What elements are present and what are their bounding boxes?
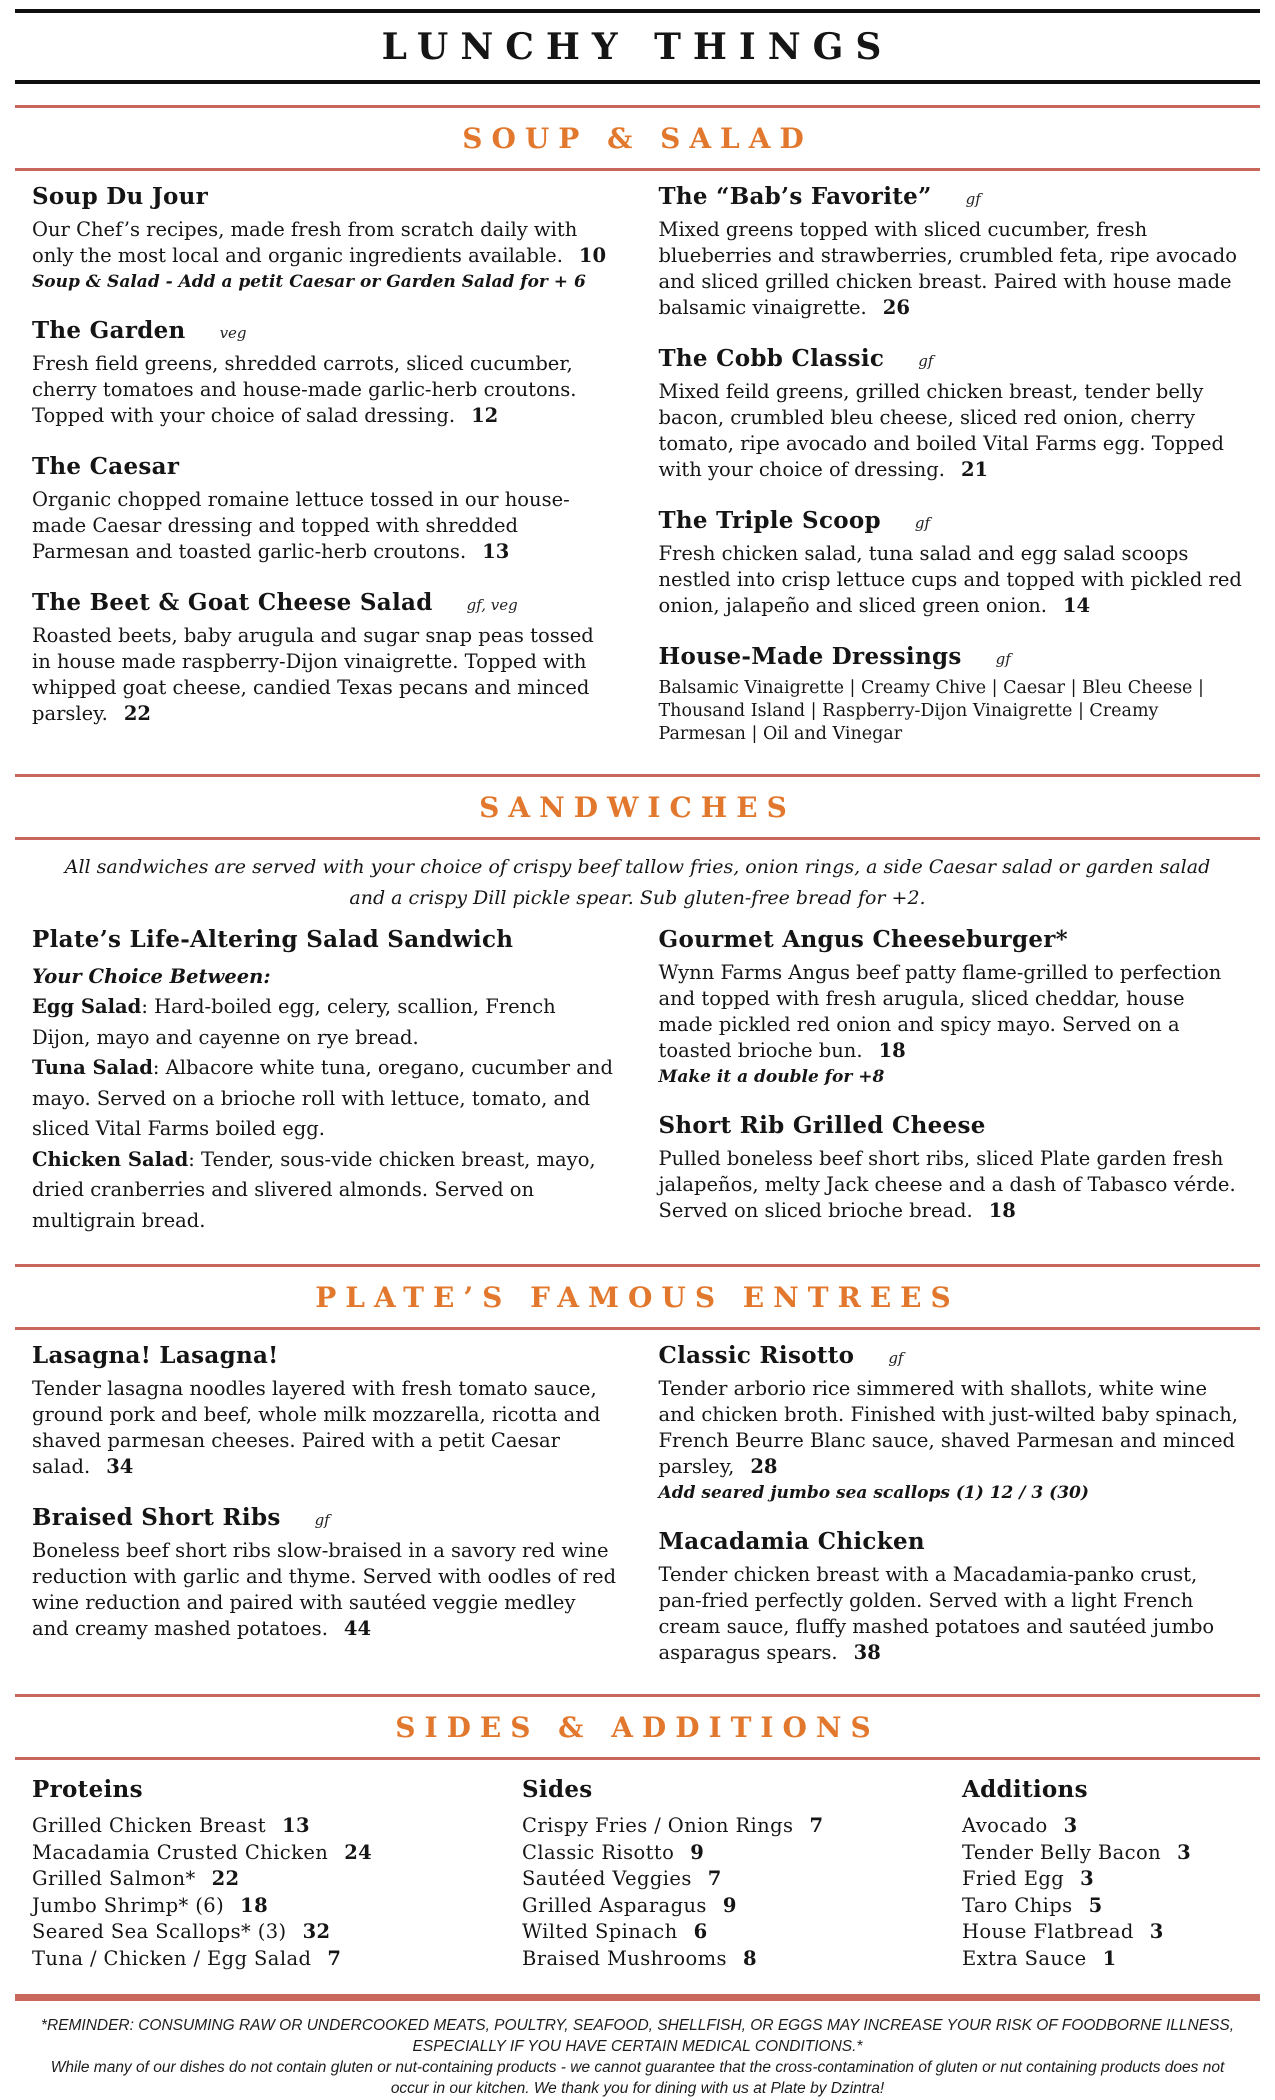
item-desc-text: Pulled boneless beef short ribs, sliced Plate garden fresh jalapeños, melty Jack cheese and a dash of Tabasco vérde. Served on sliced brioche bread. xyxy=(658,1147,1236,1222)
list-item xyxy=(962,1893,1243,1920)
item-name: The Triple Scoop xyxy=(658,507,881,534)
column-heading-sides: Sides xyxy=(522,1776,593,1803)
list-item xyxy=(962,1813,1243,1840)
menu-item-macadamia-chicken xyxy=(659,1528,1244,1666)
price: 22 xyxy=(123,702,151,725)
item-description xyxy=(659,541,1244,619)
menu-item-babs-favorite xyxy=(659,183,1244,321)
price: 13 xyxy=(482,540,510,563)
footer-disclaimer: *REMINDER: CONSUMING RAW OR UNDERCOOKED MEATS, POULTRY, SEAFOOD, SHELLFISH, OR EGGS MAY INCREASE YOUR RISK OF FOODBORNE ILLNESS, ESPECIALLY IF YOU HAVE CERTAIN MEDICAL CONDITIONS.* xyxy=(40,2017,1235,2055)
item-description xyxy=(659,379,1244,483)
section-rule xyxy=(15,1694,1260,1697)
sandwiches-right-column xyxy=(659,926,1244,1260)
list-item xyxy=(962,1840,1243,1867)
list-item xyxy=(962,1946,1243,1973)
item-note: Make it a double for +8 xyxy=(658,1067,885,1087)
item-name: Gourmet Angus Cheeseburger* xyxy=(658,926,1069,953)
menu-item-angus-cheeseburger xyxy=(659,926,1244,1088)
price: 26 xyxy=(882,296,910,319)
section-entrees xyxy=(0,1264,1275,1694)
item-desc-text: Mixed feild greens, grilled chicken breast, tender belly bacon, crumbled bleu cheese, sliced red onion, cherry tomato, ripe avocado and boiled Vital Farms egg. Topped with your choice of dressing. xyxy=(658,380,1224,481)
page-title: LUNCHY THINGS xyxy=(381,26,894,68)
sandwiches-columns xyxy=(0,914,1275,1264)
list-item xyxy=(522,1866,962,1893)
section-sides-additions xyxy=(0,1694,1275,1978)
item-description xyxy=(659,1562,1244,1666)
price: 14 xyxy=(1062,594,1091,617)
choice-name: Egg Salad xyxy=(32,995,142,1018)
item-head xyxy=(32,589,617,616)
price: 24 xyxy=(344,1840,373,1864)
item-name: Jumbo Shrimp* (6) xyxy=(32,1893,225,1917)
section-title-entrees: PLATE’S FAMOUS ENTREES xyxy=(315,1281,960,1314)
dietary-tag: gf xyxy=(914,514,931,532)
price: 28 xyxy=(750,1455,778,1478)
choice-name: Chicken Salad xyxy=(32,1147,189,1171)
item-name: Grilled Asparagus xyxy=(522,1893,707,1917)
item-name: Seared Sea Scallops* (3) xyxy=(32,1920,287,1943)
item-head xyxy=(659,1342,1244,1369)
column-heading-proteins: Proteins xyxy=(32,1776,143,1803)
menu-item-the-caesar xyxy=(32,453,617,565)
item-name: Extra Sauce xyxy=(962,1946,1087,1970)
item-description xyxy=(659,1146,1244,1224)
item-name: The “Bab’s Favorite” xyxy=(658,183,932,210)
dietary-tag: gf xyxy=(995,650,1011,668)
item-head xyxy=(32,1342,617,1369)
section-rule xyxy=(15,105,1260,108)
choice-name: Tuna Salad xyxy=(32,1056,153,1079)
item-description xyxy=(659,960,1244,1064)
price: 3 xyxy=(1149,1920,1164,1943)
item-note: Soup & Salad - Add a petit Caesar or Garden Salad for + 6 xyxy=(32,272,586,292)
choice-label: Your Choice Between: xyxy=(32,965,271,988)
price: 34 xyxy=(106,1455,134,1478)
item-description xyxy=(32,217,617,269)
section-sandwiches xyxy=(0,774,1275,1264)
soup-salad-left-column xyxy=(32,183,617,770)
menu-item-beet-goat-cheese-salad xyxy=(32,589,617,727)
item-name: Crispy Fries / Onion Rings xyxy=(522,1814,794,1837)
price: 9 xyxy=(690,1840,705,1864)
menu-item-soup-du-jour xyxy=(32,183,617,293)
menu-item-lasagna xyxy=(32,1342,617,1480)
item-name: House Flatbread xyxy=(962,1920,1134,1943)
dietary-tag: gf xyxy=(314,1511,330,1529)
item-name: Sautéed Veggies xyxy=(522,1867,692,1890)
list-item xyxy=(962,1919,1243,1946)
sandwiches-intro: All sandwiches are served with your choice of crispy beef tallow fries, onion rings, a side Caesar salad or garden salad and a crispy Dill pickle spear. Sub gluten-free bread for +2. xyxy=(64,856,1211,909)
list-item xyxy=(32,1946,522,1973)
choice-text: : Tender, sous-vide chicken breast, mayo, dried cranberries and slivered almonds. Served on multigrain bread. xyxy=(32,1147,596,1232)
item-head xyxy=(659,926,1244,953)
item-name: The Caesar xyxy=(32,453,180,480)
item-description xyxy=(32,623,617,727)
dietary-tag: veg xyxy=(219,324,247,342)
item-name: Tender Belly Bacon xyxy=(962,1840,1162,1864)
section-rule xyxy=(15,837,1260,840)
menu-item-triple-scoop xyxy=(659,507,1244,619)
item-desc-text: Roasted beets, baby arugula and sugar snap peas tossed in house made raspberry-Dijon vinaigrette. Topped with whipped goat cheese, candied Texas pecans and minced parsley. xyxy=(32,624,594,725)
sandwiches-left-column xyxy=(32,926,617,1260)
sides-additions-columns xyxy=(0,1760,1275,1978)
item-description xyxy=(659,1376,1244,1480)
item-name: Lasagna! Lasagna! xyxy=(32,1342,279,1369)
item-desc-text: Boneless beef short ribs slow-braised in a savory red wine reduction with garlic and thyme. Served with oodles of red wine reduction and paired with sautéed veggie medley and creamy mashed potatoes. xyxy=(32,1539,617,1640)
price: 18 xyxy=(240,1893,269,1917)
list-item xyxy=(32,1919,522,1946)
entrees-columns xyxy=(0,1330,1275,1694)
proteins-column xyxy=(32,1776,522,1972)
menu-item-braised-short-ribs xyxy=(32,1504,617,1642)
menu-item-short-rib-grilled-cheese xyxy=(659,1112,1244,1224)
section-rule xyxy=(15,774,1260,777)
footer-gluten-note: While many of our dishes do not contain gluten or nut-containing products - we cannot guarantee that the cross-contamination of gluten or nut containing products does not occur in our kitchen. We thank you for dining with us at Plate by Dzintra! xyxy=(50,2059,1225,2097)
item-desc-text: Mixed greens topped with sliced cucumber, fresh blueberries and strawberries, crumbled feta, ripe avocado and sliced grilled chicken breast. Paired with house made balsamic vinaigrette. xyxy=(658,218,1237,319)
menu-item-the-garden xyxy=(32,317,617,429)
item-description xyxy=(659,677,1244,746)
list-item xyxy=(32,1813,522,1840)
item-head xyxy=(32,1504,617,1531)
entrees-right-column xyxy=(659,1342,1244,1690)
price: 3 xyxy=(1177,1840,1192,1864)
item-description xyxy=(32,1538,617,1642)
section-title-sides-additions: SIDES & ADDITIONS xyxy=(395,1711,880,1744)
menu-item-classic-risotto xyxy=(659,1342,1244,1504)
item-description xyxy=(659,217,1244,321)
dietary-tag: gf xyxy=(918,352,934,370)
choice-egg-salad xyxy=(32,992,617,1053)
section-title-sandwiches: SANDWICHES xyxy=(479,791,796,824)
price: 6 xyxy=(693,1920,708,1943)
list-item xyxy=(962,1866,1243,1893)
price: 38 xyxy=(853,1641,881,1664)
list-item xyxy=(32,1840,522,1867)
item-head xyxy=(659,183,1244,210)
item-head xyxy=(659,1112,1244,1139)
list-item xyxy=(522,1919,962,1946)
dietary-tag: gf, veg xyxy=(466,596,518,614)
item-name: Avocado xyxy=(962,1814,1048,1837)
item-head xyxy=(659,507,1244,534)
item-desc-text: Tender chicken breast with a Macadamia-panko crust, pan-fried perfectly golden. Served with a light French cream sauce, fluffy mashed potatoes and sautéed jumbo asparagus spears. xyxy=(658,1563,1215,1664)
menu-item-cobb-classic xyxy=(659,345,1244,483)
item-note: Add seared jumbo sea scallops (1) 12 / 3 (30) xyxy=(658,1483,1089,1503)
item-name: Fried Egg xyxy=(962,1867,1065,1890)
item-name: Wilted Spinach xyxy=(522,1920,678,1943)
header-bottom-rule xyxy=(15,80,1260,84)
item-name: House-Made Dressings xyxy=(658,643,962,670)
item-name: Plate’s Life-Altering Salad Sandwich xyxy=(32,926,514,953)
column-heading-additions: Additions xyxy=(962,1776,1088,1803)
item-description xyxy=(32,487,617,565)
item-head xyxy=(32,183,617,210)
entrees-left-column xyxy=(32,1342,617,1690)
item-name: Classic Risotto xyxy=(658,1342,855,1369)
soup-salad-columns xyxy=(0,171,1275,774)
list-item xyxy=(32,1866,522,1893)
price: 1 xyxy=(1102,1946,1117,1970)
item-name: Macadamia Chicken xyxy=(658,1528,925,1555)
soup-salad-right-column xyxy=(659,183,1244,770)
item-desc-text: Balsamic Vinaigrette | Creamy Chive | Caesar | Bleu Cheese | Thousand Island | Raspberry-Dijon Vinaigrette | Creamy Parmesan | Oil and Vinegar xyxy=(658,678,1204,744)
item-description xyxy=(32,351,617,429)
menu-item-salad-sandwich xyxy=(32,926,617,1236)
section-title-soup-salad: SOUP & SALAD xyxy=(462,122,813,155)
price: 8 xyxy=(742,1946,757,1970)
price: 18 xyxy=(988,1199,1016,1222)
item-name: Tuna / Chicken / Egg Salad xyxy=(32,1946,312,1970)
item-desc-text: Organic chopped romaine lettuce tossed in our house-made Caesar dressing and topped with shredded Parmesan and toasted garlic-herb croutons. xyxy=(32,488,570,563)
list-item xyxy=(32,1893,522,1920)
price: 5 xyxy=(1088,1893,1103,1917)
price: 32 xyxy=(302,1920,331,1943)
price: 7 xyxy=(707,1867,722,1890)
item-head xyxy=(659,345,1244,372)
item-name: Soup Du Jour xyxy=(32,183,209,210)
item-desc-text: Our Chef’s recipes, made fresh from scratch daily with only the most local and organic ingredients available. xyxy=(32,218,578,267)
item-head xyxy=(659,1528,1244,1555)
item-name: Classic Risotto xyxy=(522,1840,675,1864)
choice-chicken-salad xyxy=(32,1145,617,1237)
price: 13 xyxy=(282,1814,310,1837)
list-item xyxy=(522,1813,962,1840)
price: 12 xyxy=(471,404,499,427)
price: 9 xyxy=(722,1893,737,1917)
price: 7 xyxy=(809,1814,824,1837)
price: 10 xyxy=(578,244,607,267)
item-name: Grilled Chicken Breast xyxy=(32,1814,267,1837)
price: 21 xyxy=(960,458,989,481)
choice-tuna-salad xyxy=(32,1053,617,1145)
item-name: Braised Short Ribs xyxy=(32,1504,281,1531)
item-name: The Garden xyxy=(32,317,186,344)
item-head xyxy=(32,926,617,953)
additions-column xyxy=(962,1776,1243,1972)
item-desc-text: Tender lasagna noodles layered with fresh tomato sauce, ground pork and beef, whole milk mozzarella, ricotta and shaved parmesan cheeses. Paired with a petit Caesar salad. xyxy=(32,1377,601,1478)
dietary-tag: gf xyxy=(965,190,981,208)
item-description xyxy=(32,1376,617,1480)
list-item xyxy=(522,1893,962,1920)
menu-item-house-made-dressings xyxy=(659,643,1244,746)
footer xyxy=(0,1994,1275,2099)
item-name: The Cobb Classic xyxy=(658,345,885,372)
item-name: Braised Mushrooms xyxy=(522,1946,727,1970)
dietary-tag: gf xyxy=(888,1349,904,1367)
price: 44 xyxy=(343,1617,372,1640)
item-head xyxy=(32,453,617,480)
price: 7 xyxy=(327,1946,342,1970)
choice-text: : Hard-boiled egg, celery, scallion, French Dijon, mayo and cayenne on rye bread. xyxy=(32,995,556,1049)
top-rule xyxy=(15,9,1260,13)
price: 3 xyxy=(1063,1814,1078,1837)
item-desc-text: Fresh field greens, shredded carrots, sliced cucumber, cherry tomatoes and house-made garlic-herb croutons. Topped with your choice of salad dressing. xyxy=(32,352,577,427)
item-name: Macadamia Crusted Chicken xyxy=(32,1840,329,1864)
item-name: The Beet & Goat Cheese Salad xyxy=(32,589,433,616)
item-desc-text: Fresh chicken salad, tuna salad and egg salad scoops nestled into crisp lettuce cups and topped with pickled red onion, jalapeño and sliced green onion. xyxy=(658,542,1242,617)
price: 22 xyxy=(211,1867,240,1890)
sides-column xyxy=(522,1776,962,1972)
price: 3 xyxy=(1080,1867,1095,1890)
list-item xyxy=(522,1840,962,1867)
footer-rule xyxy=(15,1994,1260,2001)
section-rule xyxy=(15,1264,1260,1267)
item-desc-text: Wynn Farms Angus beef patty flame-grilled to perfection and topped with fresh arugula, sliced cheddar, house made pickled red onion and spicy mayo. Served on a toasted brioche bun. xyxy=(658,961,1222,1062)
section-soup-salad xyxy=(0,105,1275,774)
item-head xyxy=(659,643,1244,670)
list-item xyxy=(522,1946,962,1973)
item-name: Taro Chips xyxy=(962,1893,1073,1917)
item-name: Short Rib Grilled Cheese xyxy=(658,1112,986,1139)
price: 18 xyxy=(878,1039,906,1062)
item-head xyxy=(32,317,617,344)
choice-text: : Albacore white tuna, oregano, cucumber and mayo. Served on a brioche roll with lettuce, tomato, and sliced Vital Farms boiled egg. xyxy=(32,1056,613,1140)
item-desc-text: Tender arborio rice simmered with shallots, white wine and chicken broth. Finished with just-wilted baby spinach, French Beurre Blanc sauce, shaved Parmesan and minced parsley, xyxy=(658,1377,1238,1478)
item-name: Grilled Salmon* xyxy=(32,1867,196,1890)
